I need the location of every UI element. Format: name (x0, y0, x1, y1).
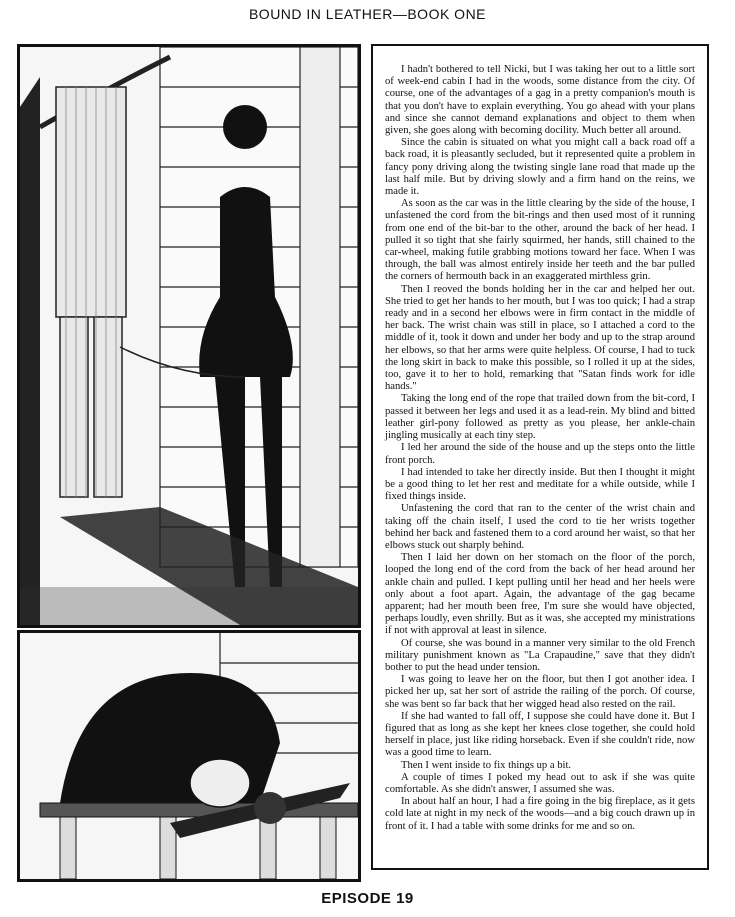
story-paragraph: I hadn't bothered to tell Nicki, but I was taking her out to a little sort of week-end cabin I had in the woods, some distance from the city. Of course, one of the advantages of a gag in a pretty companion's mouth is that you don't have to explain everything. You go ahead with your plans and since she cannot demand explanations and object to them when given, she goes along with becoming docility. Much better all around. (385, 64, 695, 137)
ink-illustration-icon (20, 633, 358, 879)
story-paragraph: Then I went inside to fix things up a bit. (401, 759, 572, 771)
story-paragraph: Since the cabin is situated on what you might call a back road off a back road, it is pleasantly secluded, but it represented quite a problem in fancy pony driving along the twisting single lane road that made up the last half mile. But by driving slowly and a firm hand on the reins, we made it. (385, 137, 695, 198)
story-paragraph: A couple of times I poked my head out to ask if she was quite comfortable. As she didn't answer, I assumed she was. (385, 771, 695, 795)
ink-illustration-icon (20, 47, 358, 625)
story-paragraph: I was going to leave her on the floor, but then I got another idea. I picked her up, sat her sort of astride the railing of the porch. Of course, she was bent so far back that her wigged head also rested on the rail. (385, 674, 695, 710)
story-paragraph: I had intended to take her directly inside. But then I thought it might be a good thing to let her rest and meditate for a while outside, while I fixed things inside. (385, 466, 695, 503)
story-paragraph: I led her around the side of the house and up the steps onto the little front porch. (385, 442, 695, 466)
page-footer: EPISODE 19 (321, 890, 414, 907)
page-header: BOUND IN LEATHER—BOOK ONE (248, 6, 487, 22)
story-paragraph: If she had wanted to fall off, I suppose she could have done it. But I figured that as long as she kept her knees close together, she could hold herself in place, just like riding horseback. Even if she couldn't ride, now was a good time to learn. (385, 710, 695, 759)
story-paragraph: Unfastening the cord that ran to the center of the wrist chain and taking off the chain itself, I used the cord to tie her wrists together behind her back and fastened them to a cord around her waist, so that her elbows stuck out sharply behind. (385, 503, 695, 551)
story-paragraph: Taking the long end of the rope that trailed down from the bit-cord, I passed it between her legs and used it as a lead-rein. My blind and bitted leather girl-pony followed as pretty as you please, her ankle-chain jingling musically at each tiny step. (385, 393, 695, 442)
story-paragraph: As soon as the car was in the little clearing by the side of the house, I unfastened the cord from the bit-rings and then used most of it running from one end of the bit-bar to the other, around the back of her head. I pulled it so tight that she fairly squirmed, her hands, still chained to the car-wheel, making futile grabbing motions toward her face. When I was through, the ball was almost entirely inside her teeth and the bar pulled the corners of hermouth back in an exaggerated mirthless grin. (385, 198, 695, 283)
story-paragraph: Then I laid her down on her stomach on the floor of the porch, looped the long end of the cord from the back of her head around her ankle chain and pulled. I kept pulling until her head and her heels were only about a foot apart. Again, the advantage of the gag became apparent; had her mouth been free, I'm sure she would have objected, perhaps loudly, even shrilly. But as it was, she accepted my ministrations if not with approval at least in silence. (385, 552, 695, 637)
story-paragraph: Then I reoved the bonds holding her in the car and helped her out. She tried to get her hands to her mouth, but I was too quick; I had a strap ready and in a second her elbows were in firm contact in the middle of her back. The wrist chain was still in place, so I attached a cord to the middle of it, took it down and under her body and up to the strap around her elbows, so that her arms were quite helpless. Of course, I had to tuck the long skirt in back to make this possible, so I rolled it up at the sides, too, gave it to her to hold, remarking that "Satan finds work for idle hands." (385, 283, 695, 393)
story-paragraph: In about half an hour, I had a fire going in the big fireplace, as it gets cold late at night in my neck of the woods—and a big couch drawn up in front of it. I had a table with some drinks for me and so on. (385, 796, 695, 832)
story-text-box (371, 44, 709, 870)
illustration-panel-bottom (17, 630, 361, 882)
story-paragraph: Of course, she was bound in a manner very similar to the old French military punishment known as "La Crapaudine," save that they didn't bother to put the head under tension. (385, 637, 695, 673)
illustration-panel-top (17, 44, 361, 628)
